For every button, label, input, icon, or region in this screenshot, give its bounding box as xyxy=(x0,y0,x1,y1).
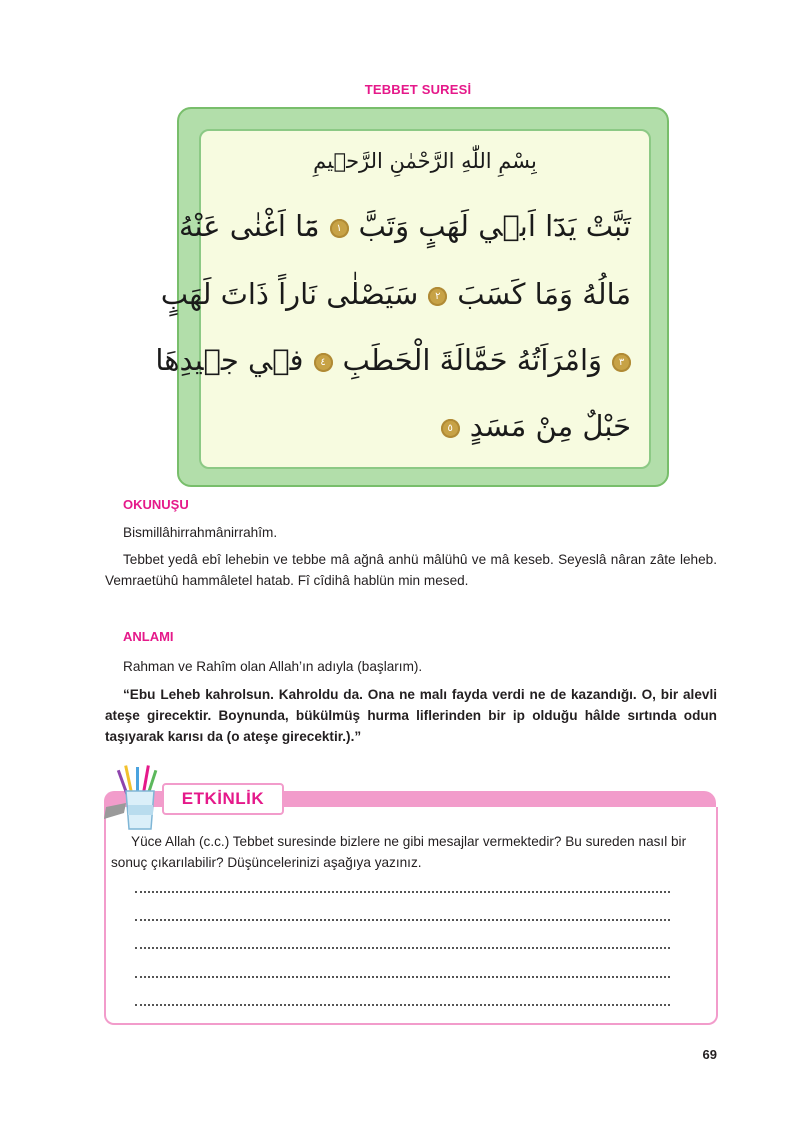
okunusu-heading: OKUNUŞU xyxy=(123,497,189,512)
arabic-text: مَالُهُ وَمَا كَسَبَ xyxy=(457,277,631,311)
arabic-text: حَبْلٌ مِنْ مَسَدٍ xyxy=(469,409,631,443)
answer-line[interactable] xyxy=(135,891,670,893)
arabic-text: مَٓا اَغْنٰى عَنْهُ xyxy=(178,209,320,243)
okunusu-basmala: Bismillâhirrahmânirrahîm. xyxy=(123,525,278,540)
basmala: بِسْمِ اللّٰهِ الرَّحْمٰنِ الرَّح۪يمِ xyxy=(313,149,537,173)
verse-number-icon: ٢ xyxy=(428,287,447,306)
arabic-line-3 xyxy=(155,343,631,377)
verse-number-icon: ١ xyxy=(330,219,349,238)
verse-number-icon: ٥ xyxy=(441,419,460,438)
anlami-meaning: “Ebu Leheb kahrolsun. Kahroldu da. Ona ne malı fayda verdi ne de kazandığı. O, bir alevli ateşe girecektir. Boynunda, bükülmüş hurma liflerinden bir ip olduğu hâlde sırtında odun taşıyarak karısı da (o ateşe girecektir.).” xyxy=(105,687,717,744)
arabic-text: تَبَّتْ يَدَٓا اَب۪ي لَهَبٍ وَتَبَّ xyxy=(358,209,631,243)
etkinlik-section xyxy=(100,763,720,1029)
arabic-text: سَيَصْلٰى نَاراً ذَاتَ لَهَبٍ xyxy=(160,277,419,311)
arabic-line-4 xyxy=(219,409,631,443)
anlami-heading: ANLAMI xyxy=(123,629,174,644)
etkinlik-label: ETKİNLİK xyxy=(162,783,284,815)
verse-number-icon: ٣ xyxy=(612,353,631,372)
verse-number-icon: ٤ xyxy=(314,353,333,372)
arabic-text: ف۪ي ج۪يدِهَا xyxy=(155,343,304,377)
page-number: 69 xyxy=(702,1047,717,1062)
anlami-basmala: Rahman ve Rahîm olan Allah’ın adıyla (başlarım). xyxy=(123,659,423,674)
quran-text-panel xyxy=(155,129,651,469)
arabic-line-2 xyxy=(160,277,631,311)
arabic-text: وَامْرَاَتُهُ حَمَّالَةَ الْحَطَبِ xyxy=(342,343,602,377)
answer-line[interactable] xyxy=(135,947,670,949)
answer-line[interactable] xyxy=(135,976,670,978)
pencil-cup-icon xyxy=(102,763,160,833)
quran-text-frame xyxy=(155,107,669,487)
okunusu-transliteration: Tebbet yedâ ebî lehebin ve tebbe mâ ağnâ anhü mâlühû ve mâ keseb. Seyeslâ nâran zâte leheb. Vemraetühû hammâletel hatab. Fî cîdihâ hablün min mesed. xyxy=(105,552,717,588)
answer-line[interactable] xyxy=(135,1004,670,1006)
answer-line[interactable] xyxy=(135,919,670,921)
etkinlik-question: Yüce Allah (c.c.) Tebbet suresinde bizlere ne gibi mesajlar vermektedir? Bu sureden nasıl bir sonuç çıkarılabilir? Düşüncelerinizi aşağıya yazınız. xyxy=(111,834,687,870)
page-title: TEBBET SURESİ xyxy=(364,82,472,97)
arabic-line-1 xyxy=(178,209,631,243)
